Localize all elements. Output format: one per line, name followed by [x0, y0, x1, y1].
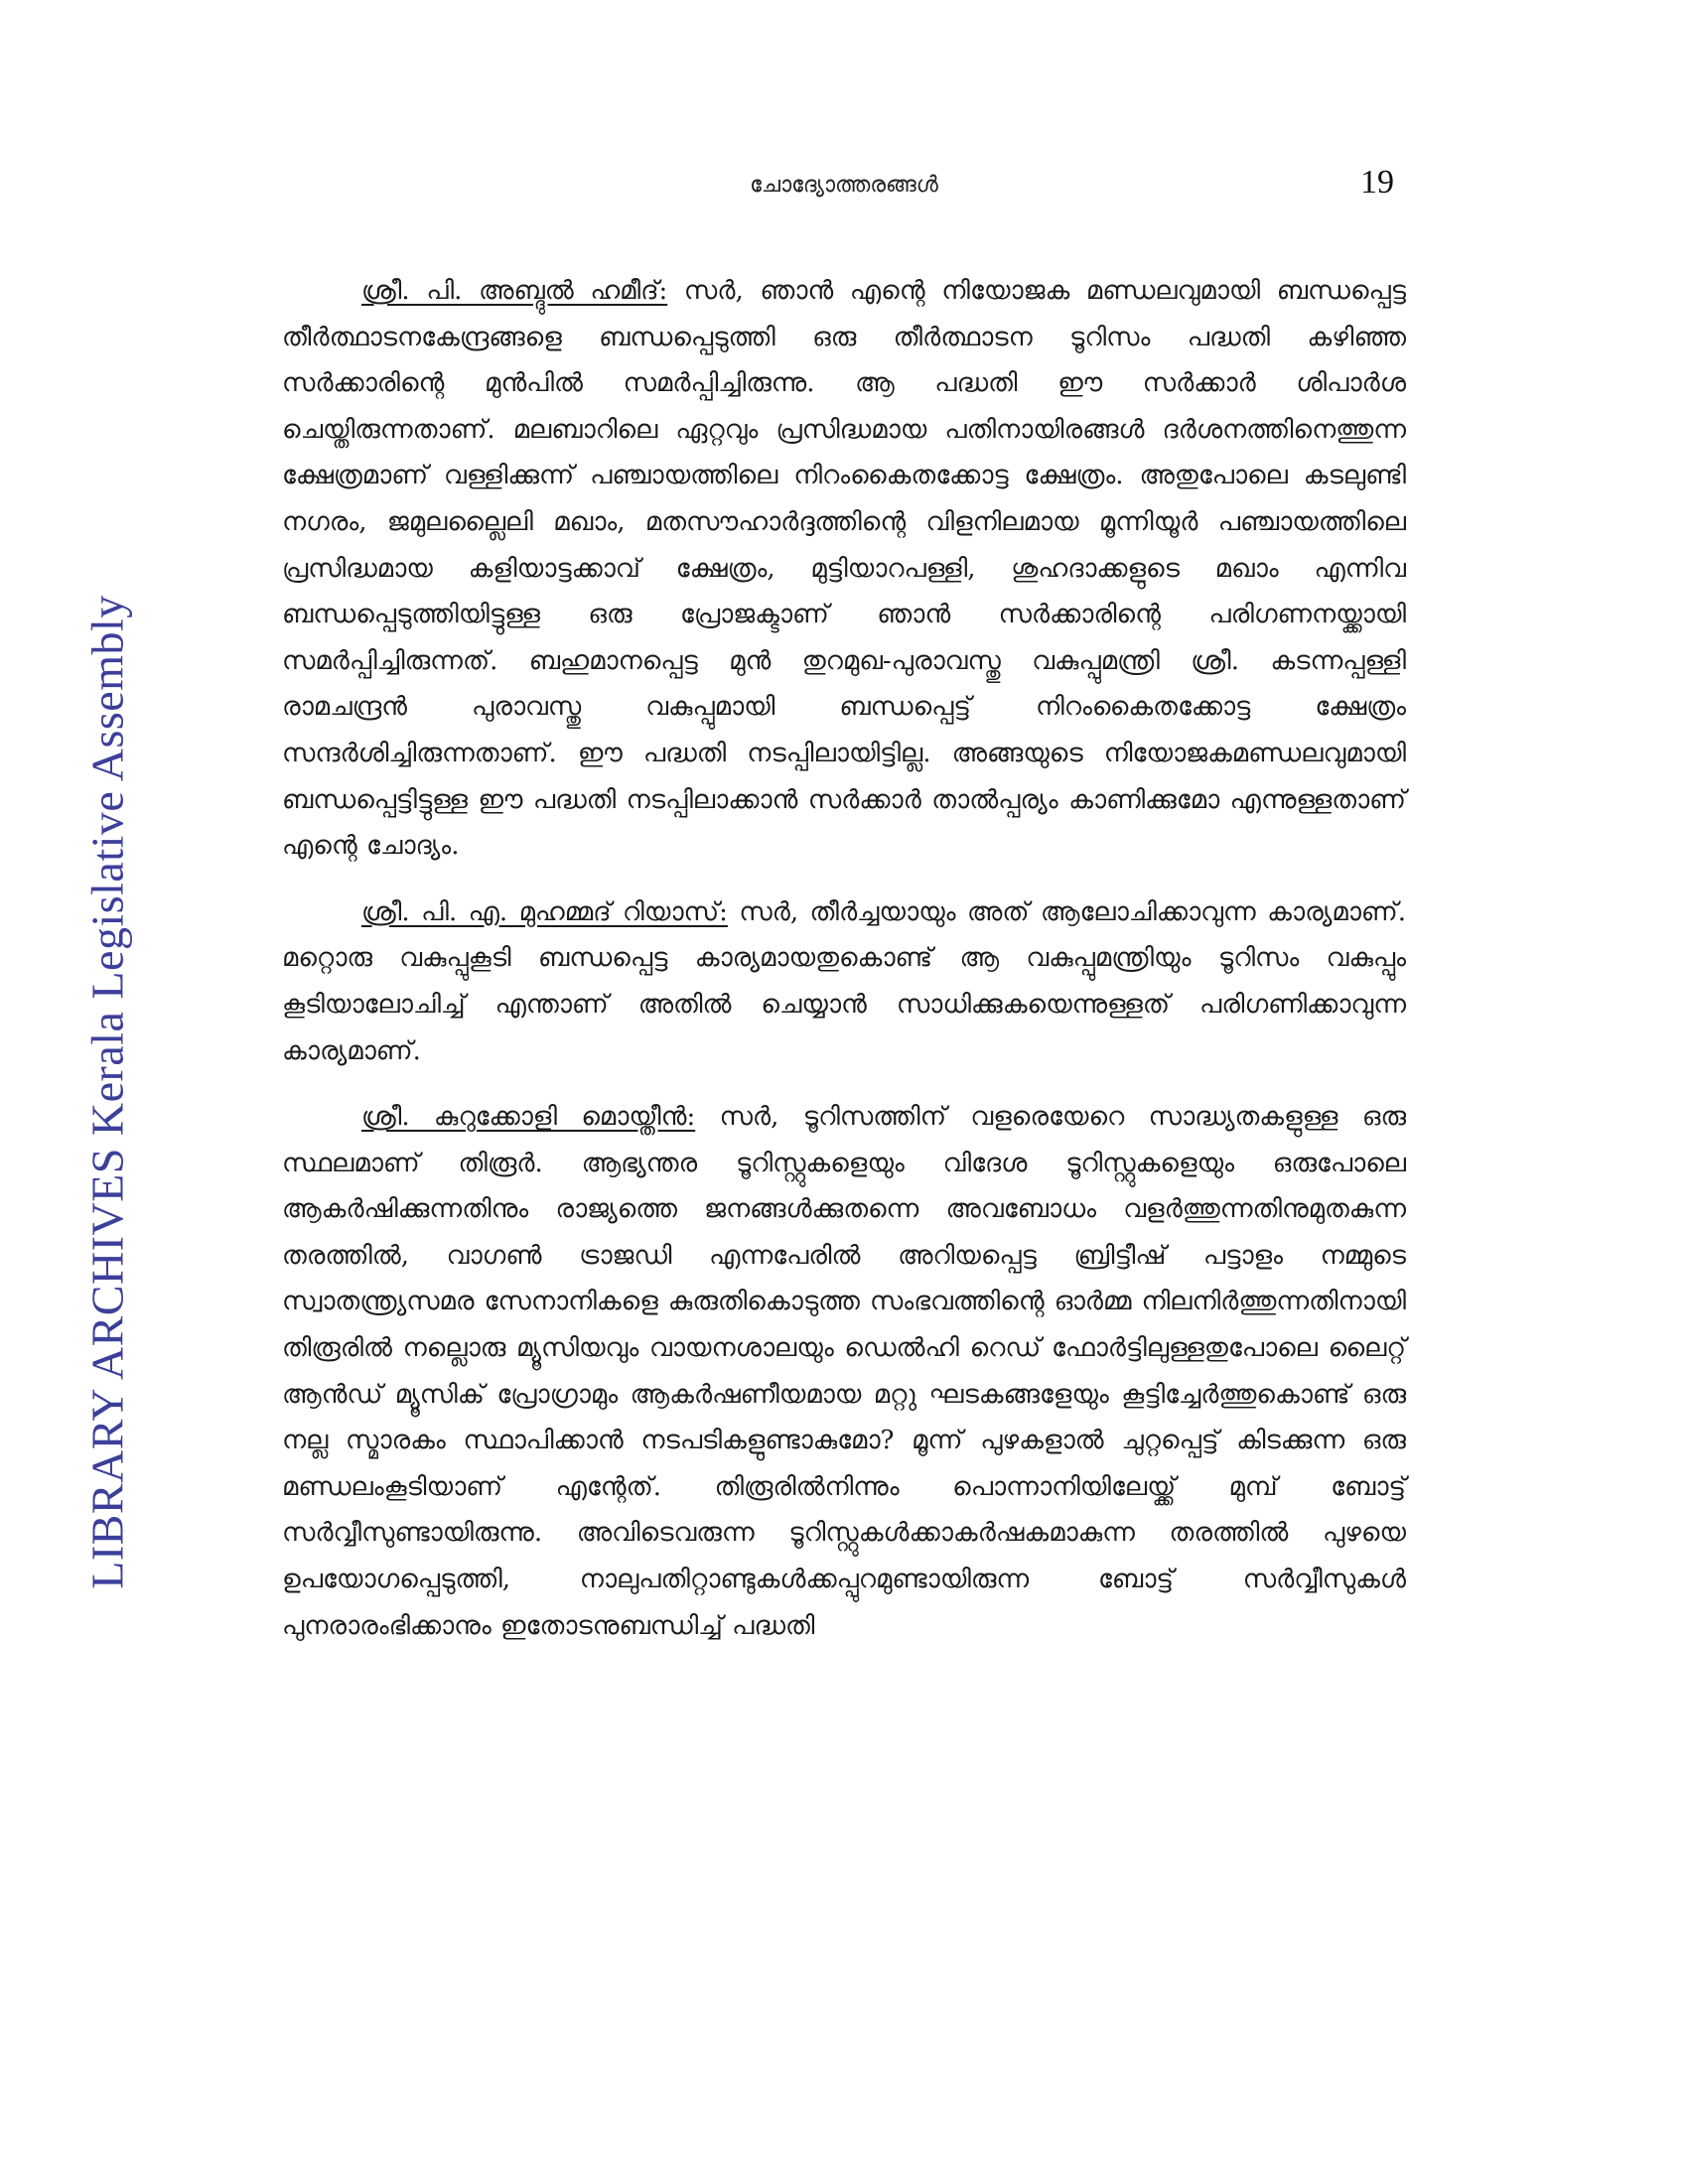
page-header-title: ചോദ്യോത്തരങ്ങൾ	[750, 173, 938, 198]
paragraph-text: സർ, ഞാൻ എന്റെ നിയോജക മണ്ഡലവുമായി ബന്ധപ്പെട്ട തീർത്ഥാടനകേന്ദ്രങ്ങളെ ബന്ധപ്പെടുത്തി ഒരു തീർത്ഥാടന ടൂറിസം പദ്ധതി കഴിഞ്ഞ സർക്കാരിന്റെ മുൻപിൽ സമർപ്പിച്ചിരുന്നു. ആ പദ്ധതി ഈ സർക്കാർ ശിപാർശ ചെയ്തിരുന്നതാണ്. മലബാറിലെ ഏറ്റവും പ്രസിദ്ധമായ പതിനായിരങ്ങൾ ദർശനത്തിനെത്തുന്ന ക്ഷേത്രമാണ് വള്ളിക്കുന്ന് പഞ്ചായത്തിലെ നിറംകൈതക്കോട്ട ക്ഷേത്രം. അതുപോലെ കടലുണ്ടി നഗരം, ജമുലല്ലൈലി മഖാം, മതസൗഹാർദ്ദത്തിന്റെ വിളനിലമായ മൂന്നിയൂർ പഞ്ചായത്തിലെ പ്രസിദ്ധമായ കളിയാട്ടക്കാവ് ക്ഷേത്രം, മുട്ടിയാറപള്ളി, ശുഹദാക്കളുടെ മഖാം എന്നിവ ബന്ധപ്പെടുത്തിയിട്ടുള്ള ഒരു പ്രോജക്ടാണ് ഞാൻ സർക്കാരിന്റെ പരിഗണനയ്ക്കായി സമർപ്പിച്ചിരുന്നത്. ബഹുമാനപ്പെട്ട മുൻ തുറമുഖ-പുരാവസ്തു വകുപ്പുമന്ത്രി ശ്രീ. കടന്നപ്പള്ളി രാമചന്ദ്രൻ പുരാവസ്തു വകുപ്പുമായി ബന്ധപ്പെട്ട് നിറംകൈതക്കോട്ട ക്ഷേത്രം സന്ദർശിച്ചിരുന്നതാണ്. ഈ പദ്ധതി നടപ്പിലായിട്ടില്ല. അങ്ങയുടെ നിയോജകമണ്ഡലവുമായി ബന്ധപ്പെട്ടിട്ടുള്ള ഈ പദ്ധതി നടപ്പിലാക്കാൻ സർക്കാർ താൽപ്പര്യം കാണിക്കുമോ എന്നുള്ളതാണ് എന്റെ ചോദ്യം.	[282, 276, 1406, 862]
archive-watermark: LIBRARY ARCHIVES Kerala Legislative Assembly	[81, 595, 133, 1589]
speaker-name: ശ്രീ. പി. അബ്ദുൽ ഹമീദ്:	[361, 276, 668, 306]
paragraph-text: സർ, ടൂറിസത്തിന് വളരെയേറെ സാദ്ധ്യതകളുള്ള ഒരു സ്ഥലമാണ് തിരൂർ. ആഭ്യന്തര ടൂറിസ്റ്റുകളെയും വിദേശ ടൂറിസ്റ്റുകളെയും ഒരുപോലെ ആകർഷിക്കുന്നതിനും രാജ്യത്തെ ജനങ്ങൾക്കുതന്നെ അവബോധം വളർത്തുന്നതിനുമുതകുന്ന തരത്തിൽ, വാഗൺ ട്രാജഡി എന്നപേരിൽ അറിയപ്പെട്ട ബ്രിട്ടീഷ് പട്ടാളം നമ്മുടെ സ്വാതന്ത്ര്യസമര സേനാനികളെ കുരുതികൊടുത്ത സംഭവത്തിന്റെ ഓർമ്മ നിലനിർത്തുന്നതിനായി തിരൂരിൽ നല്ലൊരു മ്യൂസിയവും വായനശാലയും ഡെൽഹി റെഡ് ഫോർട്ടിലുള്ളതുപോലെ ലൈറ്റ് ആൻഡ് മ്യൂസിക് പ്രോഗ്രാമും ആകർഷണീയമായ മറ്റു ഘടകങ്ങളേയും കൂട്ടിച്ചേർത്തുകൊണ്ട് ഒരു നല്ല സ്മാരകം സ്ഥാപിക്കാൻ നടപടികളുണ്ടാകുമോ? മൂന്ന് പുഴകളാൽ ചുറ്റപ്പെട്ട് കിടക്കുന്ന ഒരു മണ്ഡലംകൂടിയാണ് എന്റേത്. തിരൂരിൽനിന്നും പൊന്നാനിയിലേയ്ക്ക് മുമ്പ് ബോട്ട് സർവ്വീസുണ്ടായിരുന്നു. അവിടെവരുന്ന ടൂറിസ്റ്റുകൾക്കാകർഷകമാകുന്ന തരത്തിൽ പുഴയെ ഉപയോഗപ്പെടുത്തി, നാലുപതിറ്റാണ്ടുകൾക്കപ്പുറമുണ്ടായിരുന്ന ബോട്ട് സർവ്വീസുകൾ പുനരാരംഭിക്കാനും ഇതോടനുബന്ധിച്ച് പദ്ധതി	[282, 1102, 1406, 1641]
paragraph	[282, 268, 1406, 870]
speaker-name: ശ്രീ. പി. എ. മുഹമ്മദ് റിയാസ്:	[361, 896, 728, 927]
paragraph	[282, 889, 1406, 1074]
document-body	[282, 268, 1406, 1669]
paragraph	[282, 1094, 1406, 1649]
paragraph-text: സർ, തീർച്ചയായും അത് ആലോചിക്കാവുന്ന കാര്യമാണ്. മറ്റൊരു വകുപ്പുകൂടി ബന്ധപ്പെട്ട കാര്യമായതുകൊണ്ട് ആ വകുപ്പുമന്ത്രിയും ടൂറിസം വകുപ്പും കൂടിയാലോചിച്ച് എന്താണ് അതിൽ ചെയ്യാൻ സാധിക്കുകയെന്നുള്ളത് പരിഗണിക്കാവുന്ന കാര്യമാണ്.	[282, 896, 1406, 1066]
speaker-name: ശ്രീ. കുറുക്കോളി മൊയ്തീൻ:	[361, 1102, 696, 1133]
page-number: 19	[1360, 164, 1394, 201]
